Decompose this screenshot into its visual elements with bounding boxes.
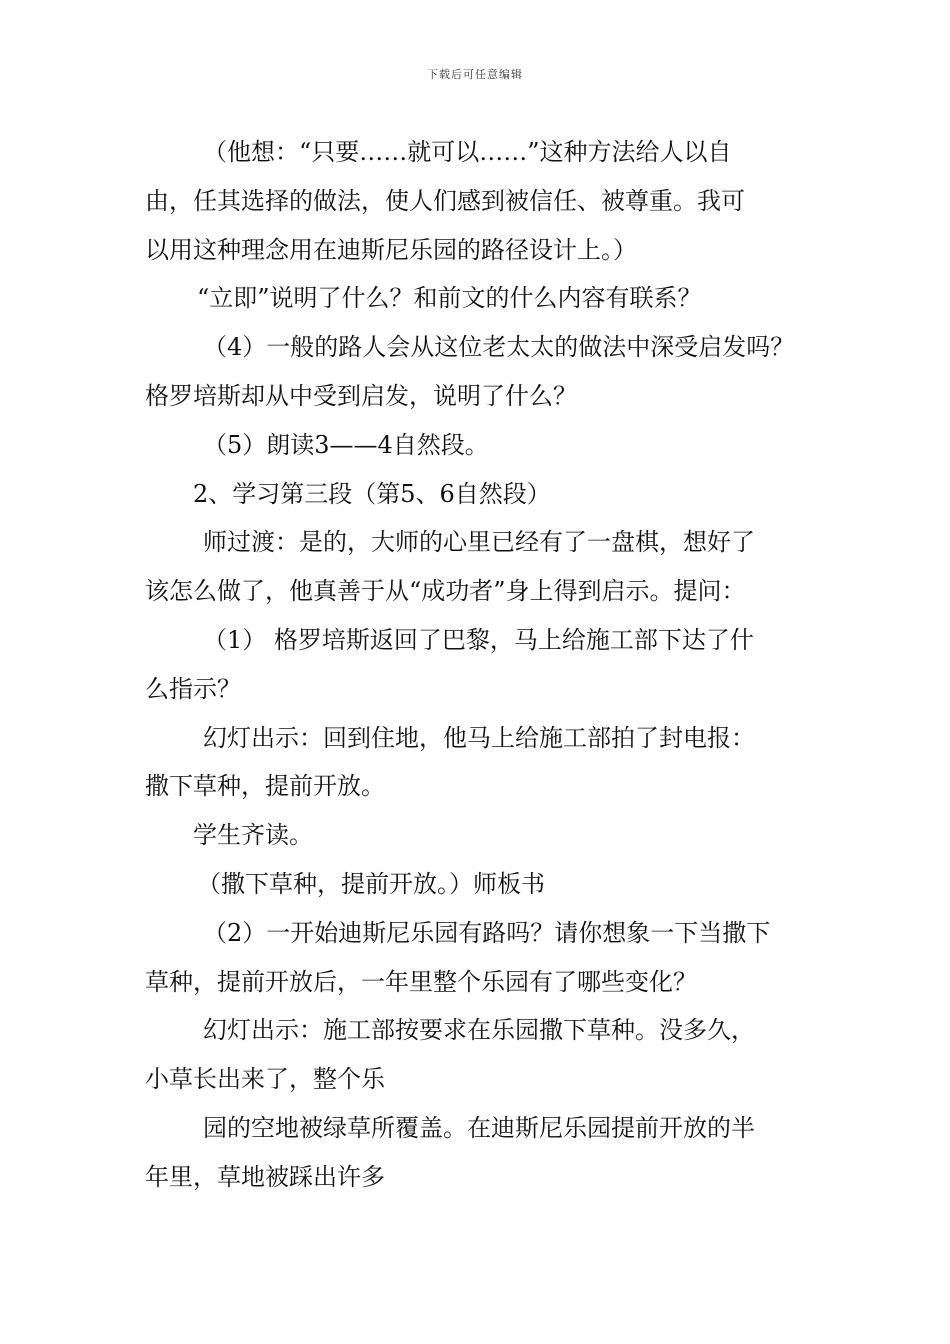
text-line: 格罗培斯却从中受到启发，说明了什么？ <box>145 381 577 410</box>
text-line: 师过渡：是的，大师的心里已经有了一盘棋，想好了 <box>203 528 755 557</box>
text-line: 撒下草种，提前开放。 <box>145 772 385 801</box>
text-line: 幻灯出示：回到住地，他马上给施工部拍了封电报： <box>203 723 755 752</box>
text-line: 草种，提前开放后，一年里整个乐园有了哪些变化？ <box>145 967 697 996</box>
page-header: 下载后可任意编辑 <box>427 68 523 81</box>
text-line: 么指示？ <box>145 674 241 703</box>
text-line: 年里，草地被踩出许多 <box>145 1162 385 1191</box>
document-body <box>145 128 845 1202</box>
text-line: 学生齐读。 <box>193 821 313 850</box>
text-line: （2）一开始迪斯尼乐园有路吗？请你想象一下当撒下 <box>203 918 771 947</box>
text-line: 由，任其选择的做法，使人们感到被信任、被尊重。我可 <box>145 186 745 215</box>
text-line: （5）朗读3——4自然段。 <box>203 430 489 459</box>
text-line: （4）一般的路人会从这位老太太的做法中深受启发吗？ <box>203 333 795 362</box>
text-line: （1） 格罗培斯返回了巴黎，马上给施工部下达了什 <box>203 625 754 654</box>
text-line: “立即”说明了什么？和前文的什么内容有联系？ <box>197 284 702 313</box>
section-heading: 2、学习第三段（第5、6自然段） <box>193 479 551 508</box>
text-line: （撒下草种，提前开放。）师板书 <box>197 869 545 898</box>
text-line: 园的空地被绿草所覆盖。在迪斯尼乐园提前开放的半 <box>203 1113 755 1142</box>
text-line: 幻灯出示：施工部按要求在乐园撒下草种。没多久， <box>203 1016 755 1045</box>
text-line: 该怎么做了，他真善于从“成功者”身上得到启示。提问： <box>145 577 746 606</box>
text-line: 以用这种理念用在迪斯尼乐园的路径设计上。） <box>145 235 637 264</box>
text-line: 小草长出来了，整个乐 <box>145 1065 385 1094</box>
text-line: （他想：“只要……就可以……”这种方法给人以自 <box>203 138 732 166</box>
